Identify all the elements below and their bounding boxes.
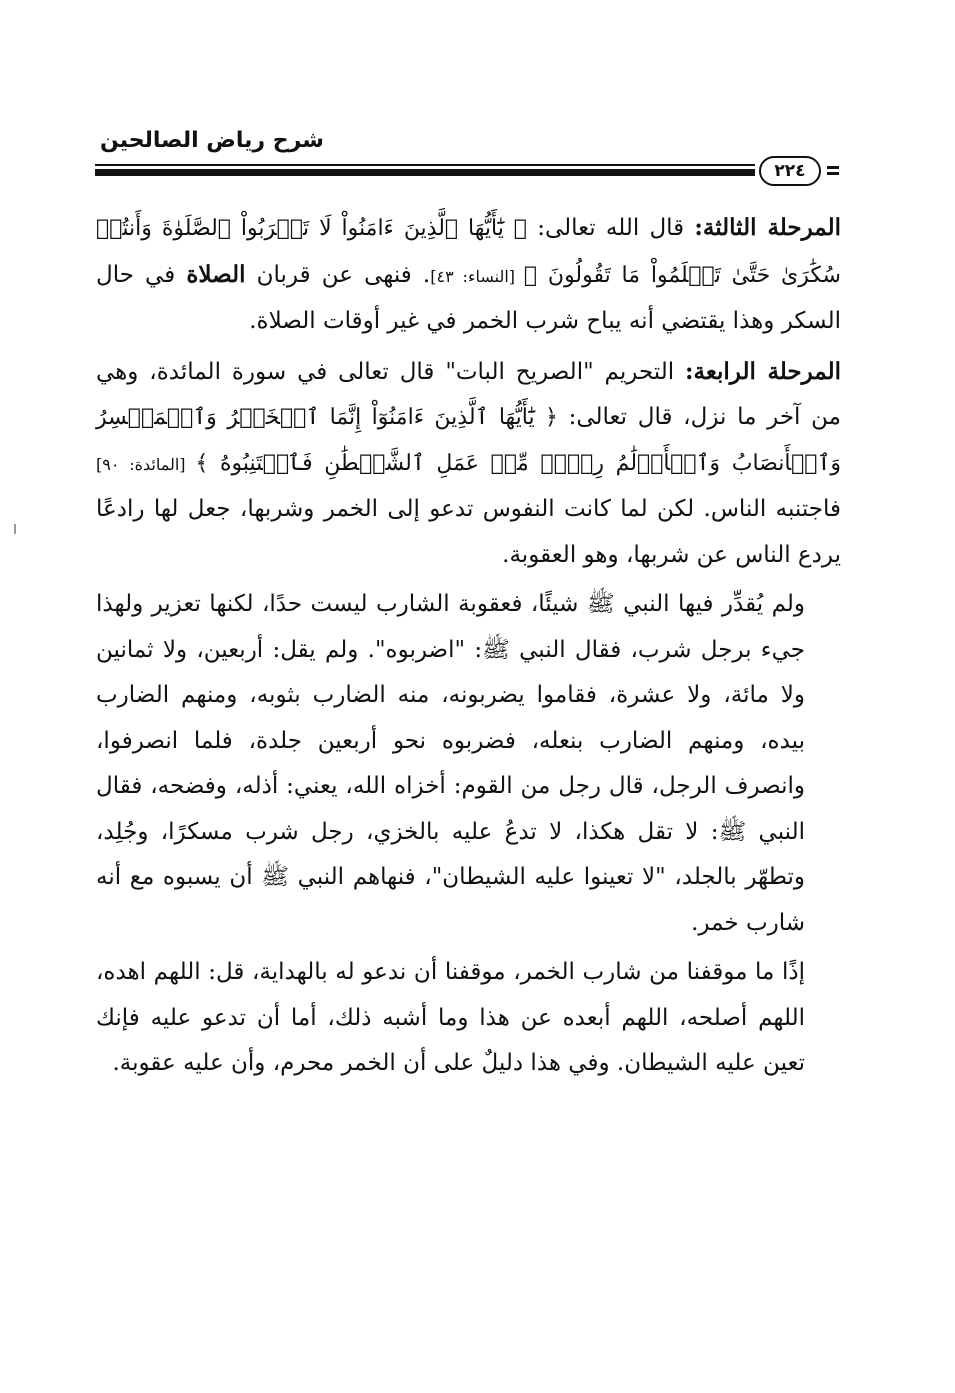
paragraph-conclusion: إذًا ما موقفنا من شارب الخمر، موقفنا أن ندعو له بالهداية، قل: اللهم اهده، اللهم أصلحه، اللهم أبعده عن هذا وما أشبه ذلك، أما أن تدعو عليه فإنك تعين عليه الشيطان. وفي هذا دليلٌ على أن الخمر محرم، وأن عليه عقوبة.	[96, 959, 805, 1076]
paragraph-text: التحريم "الصريح البات" قال تعالى في سورة المائدة، وهي من آخر ما نزل، قال تعالى:	[96, 358, 841, 430]
header-end-mark	[827, 164, 839, 178]
page-header	[95, 120, 840, 190]
emphasized-word: الصلاة	[186, 260, 246, 288]
paragraph-text: . فنهى عن قربان	[245, 261, 431, 288]
stage-heading: المرحلة الرابعة:	[685, 357, 841, 385]
page-number: ٢٢٤	[759, 156, 821, 186]
quran-verse: ﴿ يَٰٓأَيُّهَا ٱلَّذِينَ ءَامَنُواْ لَا تَقۡرَبُواْ ٱلصَّلَوٰةَ وَأَنتُمۡ سُكَٰرَىٰ حَتَّىٰ تَعۡلَمُواْ مَا تَقُولُونَ ﴾	[96, 216, 841, 288]
stage-heading: المرحلة الثالثة:	[694, 214, 842, 241]
paragraph-stage-three	[96, 205, 841, 345]
page-body	[96, 205, 841, 1087]
header-rule-thin	[95, 164, 755, 166]
header-rule-thick	[95, 169, 755, 176]
paragraph-text: في حال السكر وهذا يقتضي أنه يباح شرب الخمر في غير أوقات الصلاة.	[96, 261, 841, 334]
paragraph-punishment: ولم يُقدِّر فيها النبي ﷺ شيئًا، فعقوبة الشارب ليست حدًا، لكنها تعزير ولهذا جيء برجل شرب، فقال النبي ﷺ: "اضربوه". ولم يقل: أربعين، ولا ثمانين ولا مائة، ولا عشرة، فقاموا يضربونه، منه الضارب بثوبه، ومنهم الضارب بيده، ومنهم الضارب بنعله، فضربوه نحو أربعين جلدة، فلما انصرفوا، وانصرف الرجل، قال رجل من القوم: أخزاه الله، يعني: أذله، وفضحه، فقال النبي ﷺ: لا تقل هكذا، لا تدعُ عليه بالخزي، رجل شرب مسكرًا، وجُلِد، وتطهّر بالجلد، "لا تعينوا عليه الشيطان"، فنهاهم النبي ﷺ أن يسبوه مع أنه شارب خمر.	[96, 591, 805, 936]
paragraph-text: فاجتنبه الناس. لكن لما كانت النفوس تدعو إلى الخمر وشربها، جعل لها رادعًا يردع الناس عن شربها، وهو العقوبة.	[96, 496, 841, 568]
scan-margin-mark	[14, 524, 16, 534]
header-rule	[95, 164, 755, 178]
paragraph-stage-four	[96, 349, 841, 579]
verse-reference: [المائدة: ٩٠]	[96, 454, 196, 474]
verse-reference: [النساء: ٤٣]	[430, 266, 524, 286]
paragraph-text: قال الله تعالى:	[526, 215, 695, 241]
book-title: شرح رياض الصالحين	[100, 128, 324, 153]
quran-verse: ﴿ يَٰٓأَيُّهَا ٱلَّذِينَ ءَامَنُوٓاْ إِنَّمَا ٱلۡخَمۡرُ وَٱلۡمَيۡسِرُ وَٱلۡأَنصَابُ وَٱلۡأَزۡلَٰمُ رِجۡسٞ مِّنۡ عَمَلِ ٱلشَّيۡطَٰنِ فَٱجۡتَنِبُوهُ ﴾	[96, 405, 841, 476]
